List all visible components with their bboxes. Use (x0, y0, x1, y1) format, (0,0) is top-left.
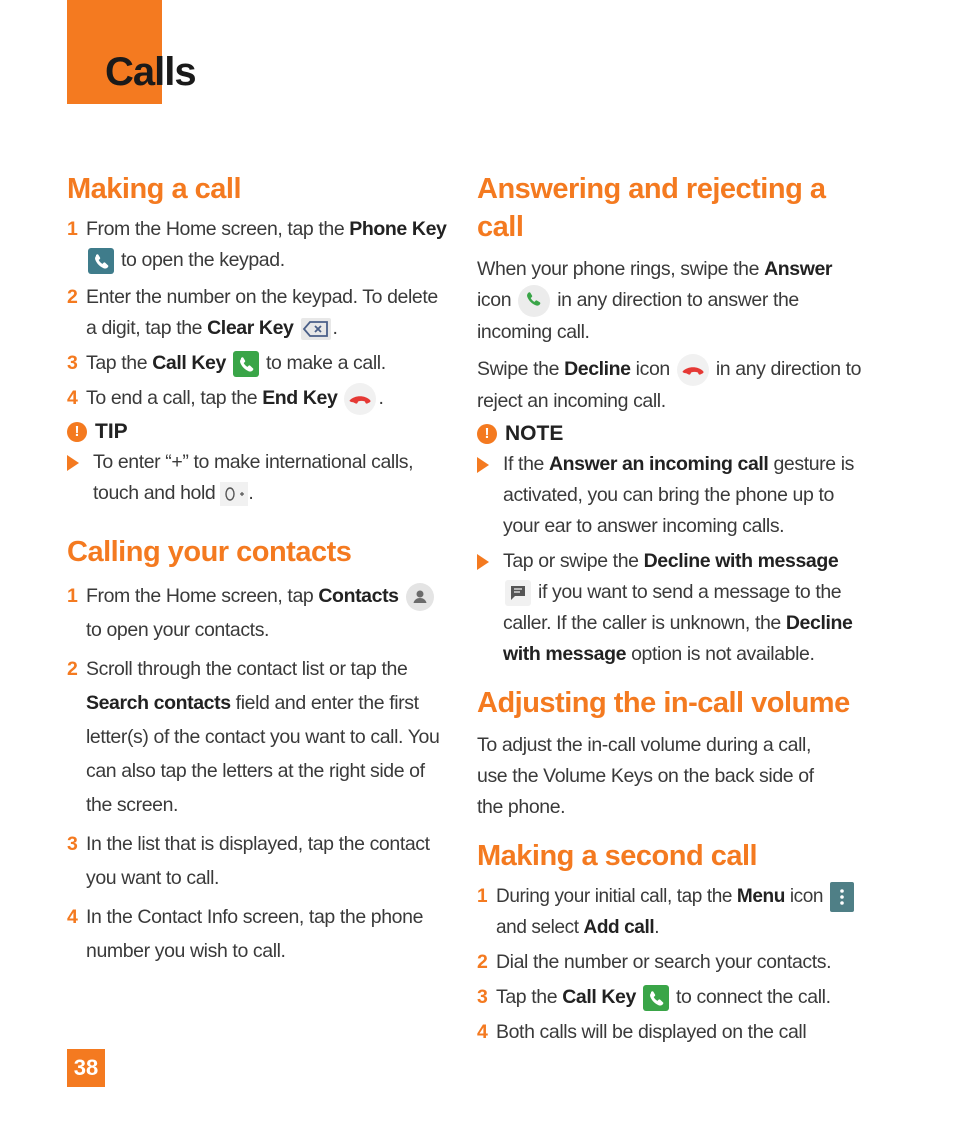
note-text: Tap or swipe the (503, 550, 644, 572)
step-text: to make a call. (260, 352, 386, 374)
note-item-2 (477, 546, 862, 670)
heading-making-a-call: Making a call (67, 173, 242, 205)
note-text: if you want to send a message to the caller. If the caller is unknown, the (503, 581, 842, 634)
note-item-1 (477, 449, 862, 542)
note-text: option is not available. (626, 643, 815, 665)
contacts-label: Contacts (318, 585, 399, 607)
step-text: From the Home screen, tap the (86, 218, 350, 240)
step-text: Tap the (496, 986, 563, 1008)
alert-icon: ! (67, 422, 87, 442)
menu-label: Menu (736, 886, 785, 907)
add-call-label: Add call (583, 917, 655, 938)
heading-adjusting-volume: Adjusting the in-call volume (477, 687, 850, 719)
paragraph-text: in any direction to reject an incoming call. (477, 358, 862, 412)
page-number: 38 (67, 1049, 105, 1087)
decline-with-message-label: Decline with message (503, 612, 853, 665)
step-number: 2 (67, 286, 78, 308)
step-text: and select (496, 917, 584, 938)
note-text: If the (503, 453, 549, 475)
answer-label: Answer (764, 258, 833, 280)
paragraph-text: icon (630, 358, 675, 381)
note-heading (477, 419, 862, 449)
contacts-step-3 (67, 827, 447, 895)
step-text: Dial the number or search your contacts. (496, 951, 832, 973)
making-step-2 (67, 282, 447, 344)
answer-icon (518, 285, 550, 317)
second-step-4 (477, 1017, 862, 1048)
paragraph-text: icon (477, 289, 517, 312)
tip-text: To enter “+” to make international calls, touch and hold (93, 451, 414, 504)
contacts-step-4 (67, 900, 447, 968)
decline-with-message-label: Decline with message (643, 550, 839, 572)
contacts-icon (406, 583, 434, 611)
tip-text: . (248, 482, 254, 504)
step-number: 1 (67, 585, 78, 607)
phone-key-label: Phone Key (349, 218, 447, 240)
call-key-label: Call Key (562, 986, 636, 1008)
answer-incoming-call-label: Answer an incoming call (548, 453, 769, 475)
step-number: 4 (67, 906, 78, 928)
note-text: gesture is activated, you can bring the phone up to your ear to answer incoming calls. (503, 453, 854, 537)
step-text: icon (784, 886, 828, 907)
step-text: to open your contacts. (86, 619, 270, 641)
step-number: 2 (67, 658, 78, 680)
zero-plus-key-icon (220, 482, 248, 506)
step-text: In the list that is displayed, tap the contact you want to call. (86, 833, 430, 889)
message-icon (505, 580, 531, 606)
step-number: 4 (477, 1021, 488, 1043)
end-key-icon (344, 383, 376, 415)
call-key-icon (643, 985, 669, 1011)
second-step-1 (477, 881, 862, 943)
heading-answering-and-rejecting: Answering and rejecting a call (477, 173, 826, 243)
end-key-label: End Key (262, 387, 338, 410)
volume-paragraph: To adjust the in-call volume during a call, use the Volume Keys on the back side of the phone. (477, 734, 814, 818)
note-label: NOTE (505, 422, 564, 445)
clear-key-icon (301, 318, 331, 340)
phone-key-icon (88, 248, 114, 274)
left-column (67, 170, 447, 968)
page-title: Calls (105, 50, 196, 94)
menu-icon (830, 882, 854, 912)
call-key-label: Call Key (152, 352, 226, 374)
search-contacts-label: Search contacts (86, 692, 231, 714)
step-text: From the Home screen, tap (86, 585, 319, 607)
step-text: In the Contact Info screen, tap the phone number you wish to call. (86, 906, 424, 962)
step-text: Scroll through the contact list or tap the (86, 658, 408, 680)
answer-paragraph (477, 254, 862, 348)
step-text: To end a call, tap the (86, 387, 263, 410)
contacts-step-2 (67, 652, 447, 822)
step-number: 2 (477, 951, 488, 973)
step-number: 1 (67, 218, 78, 240)
step-text: to open the keypad. (116, 249, 285, 271)
step-number: 3 (477, 986, 488, 1008)
decline-paragraph (477, 354, 862, 417)
paragraph-text: When your phone rings, swipe the (477, 258, 765, 280)
bullet-arrow-icon (477, 554, 489, 570)
contacts-step-1 (67, 579, 447, 647)
making-step-4 (67, 383, 447, 415)
tip-item (67, 447, 447, 509)
step-text: During your initial call, tap the (496, 886, 737, 907)
step-text: Enter the number on the keypad. To delete a digit, tap the (86, 286, 438, 339)
decline-label: Decline (564, 358, 631, 381)
step-text: . (654, 917, 660, 938)
step-text: to connect the call. (670, 986, 831, 1008)
making-step-1 (67, 214, 447, 276)
right-column (477, 170, 862, 1048)
heading-calling-your-contacts: Calling your contacts (67, 536, 352, 568)
alert-icon: ! (477, 424, 497, 444)
heading-making-second-call: Making a second call (477, 840, 758, 872)
step-number: 3 (67, 352, 78, 374)
tip-label: TIP (95, 420, 128, 443)
step-text: Tap the (86, 352, 153, 374)
step-number: 1 (477, 886, 488, 907)
making-step-3 (67, 348, 447, 379)
second-step-3 (477, 982, 862, 1013)
step-text: . (332, 317, 338, 339)
step-number: 3 (67, 833, 78, 855)
bullet-arrow-icon (477, 457, 489, 473)
step-text: Both calls will be displayed on the call (496, 1021, 807, 1043)
call-key-icon (233, 351, 259, 377)
bullet-arrow-icon (67, 455, 79, 471)
paragraph-text: in any direction to answer the incoming call. (477, 289, 799, 343)
paragraph-text: Swipe the (477, 358, 565, 381)
second-step-2 (477, 947, 862, 978)
clear-key-label: Clear Key (207, 317, 294, 339)
tip-heading (67, 417, 447, 447)
step-text: field and enter the first letter(s) of the contact you want to call. You can also tap the letters at the right side of the screen. (86, 692, 440, 816)
step-number: 4 (67, 387, 78, 409)
decline-icon (677, 354, 709, 386)
step-text: . (378, 387, 384, 410)
